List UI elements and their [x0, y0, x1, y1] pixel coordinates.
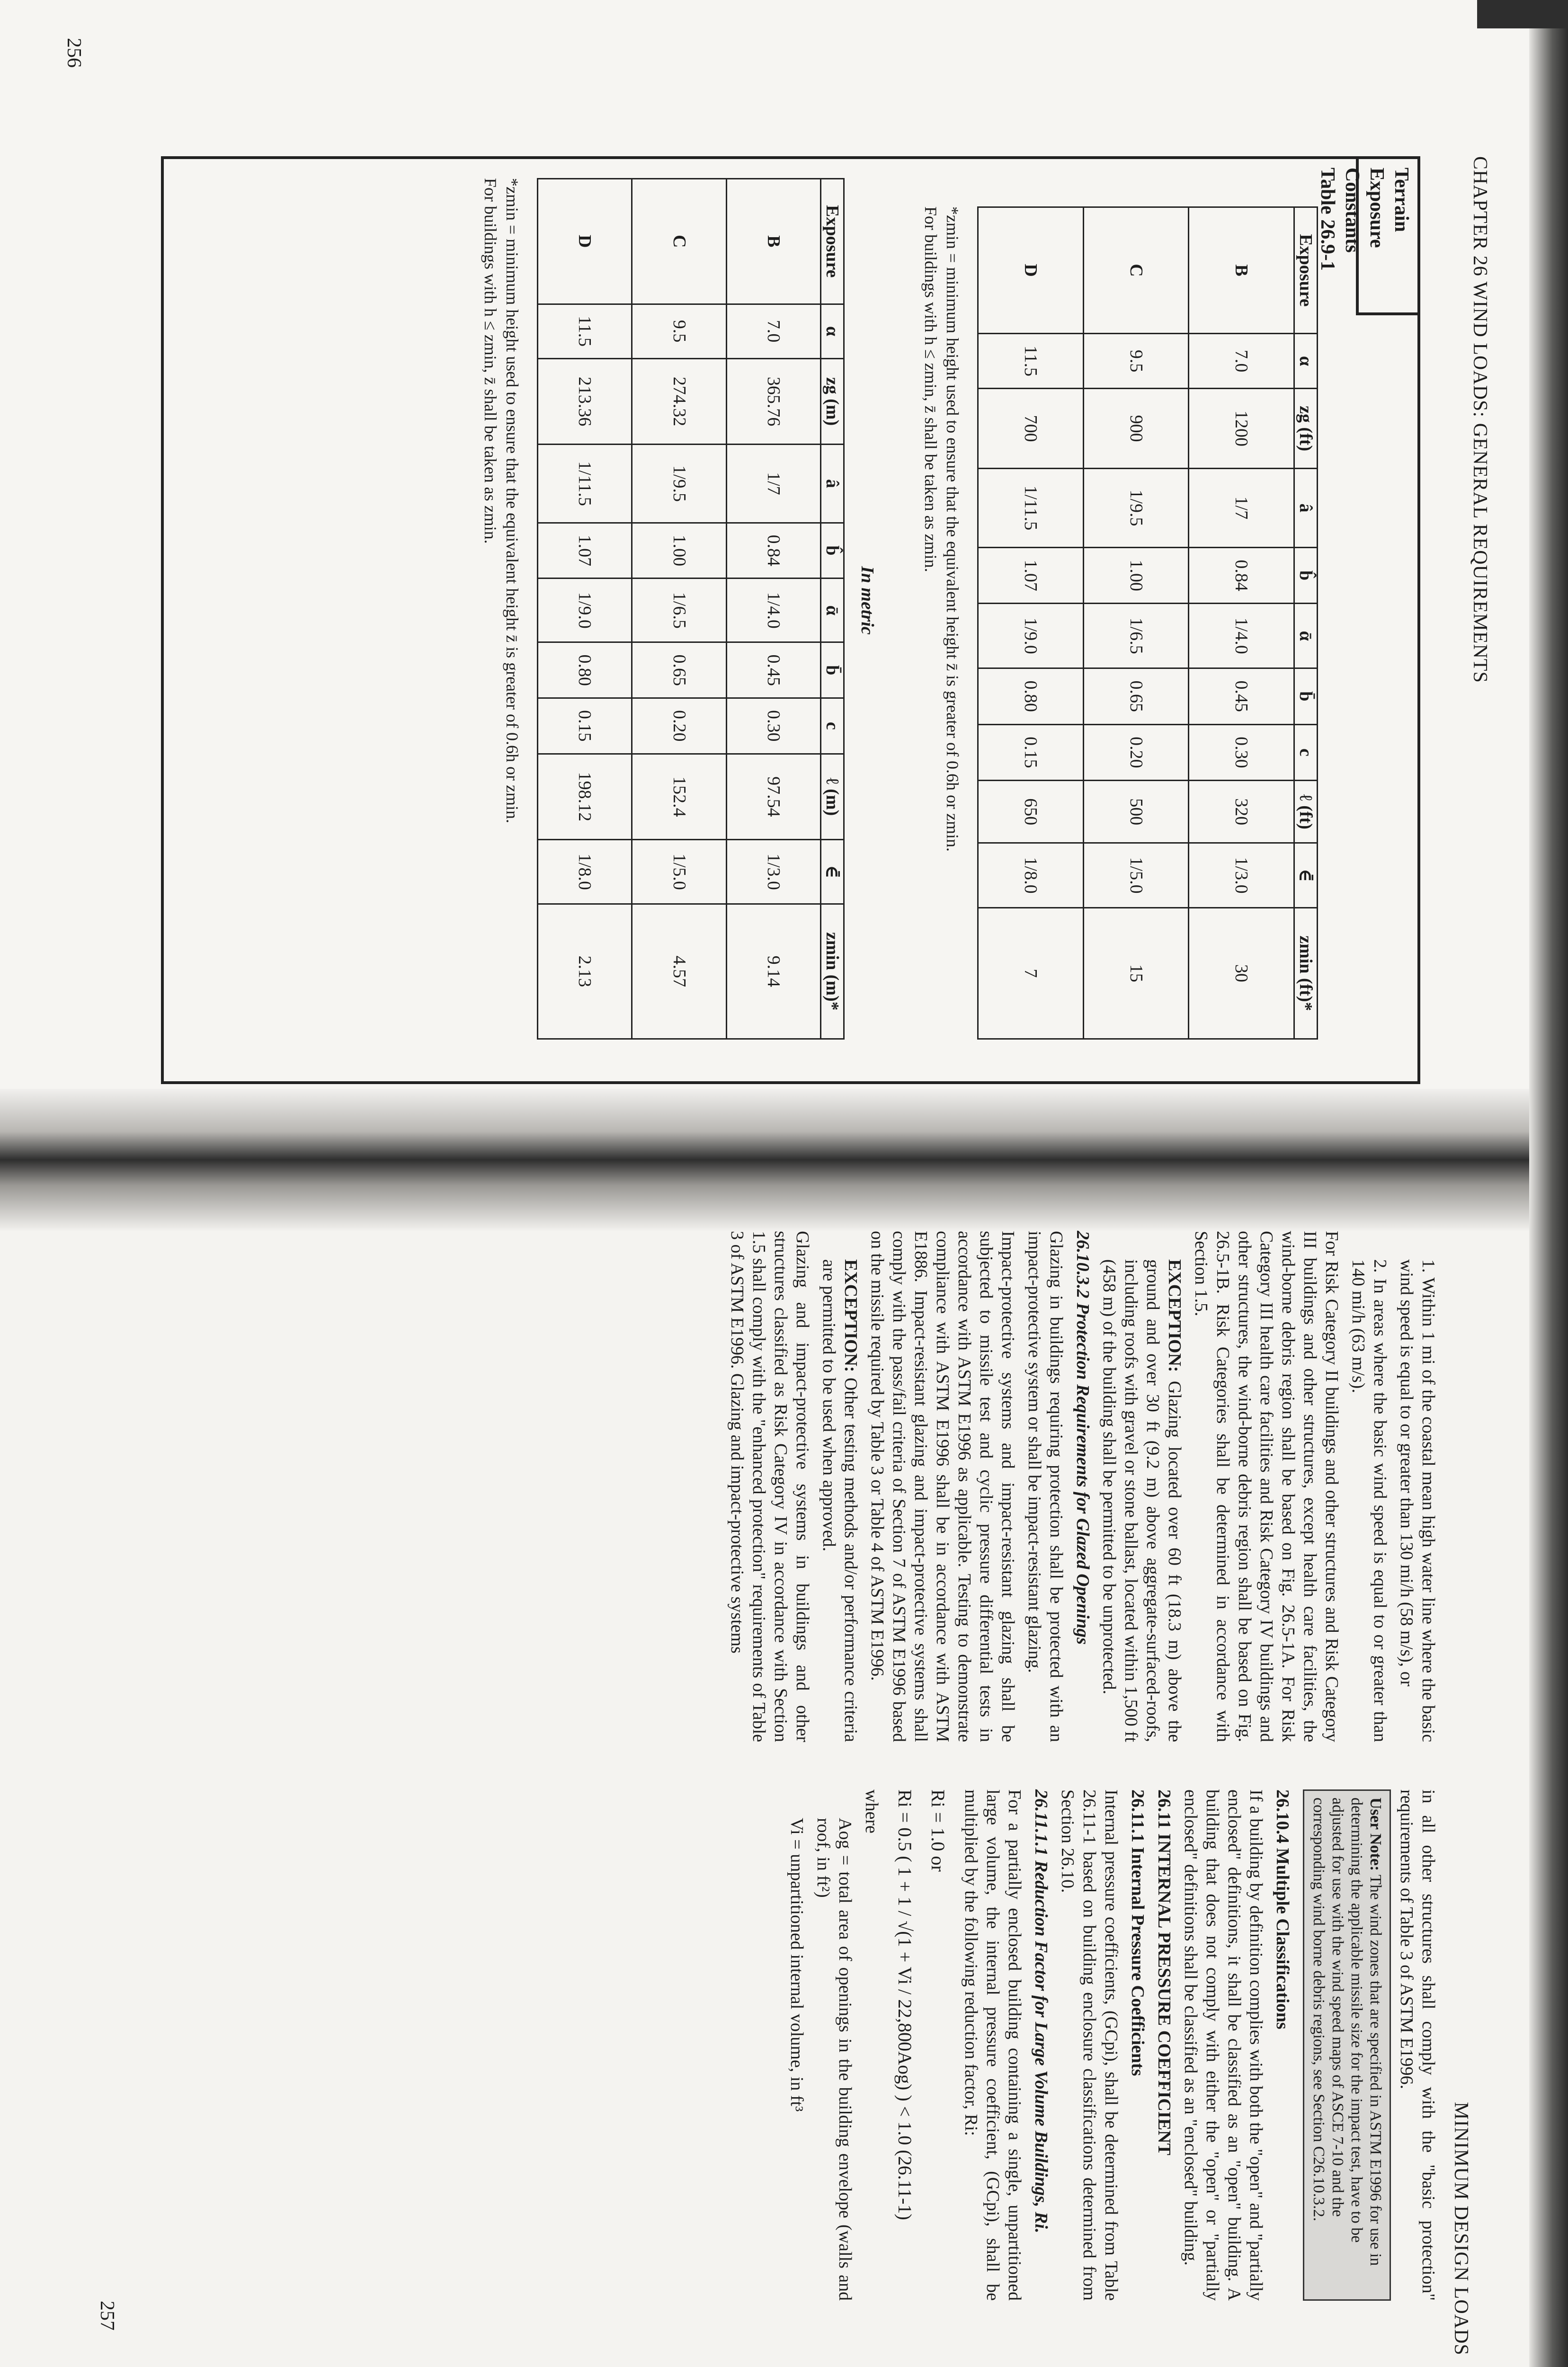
- user-note-text: The wind zones that are specified in ASTM E1996 for use in determining the applicable missile size for the impact test, have to be adjusted for use with the wind speed maps of ASCE 7-10 and the corresponding wind borne debris regions, see Section C26.10.3.2.: [1310, 1797, 1384, 2266]
- paragraph: in all other structures shall comply with the "basic protection" requirements of Table 3 of ASTM E1996.: [1397, 1789, 1438, 2301]
- column-header: c: [1294, 724, 1318, 781]
- table-cell: 198.12: [538, 754, 632, 840]
- table-cell: 1/7: [1189, 469, 1294, 548]
- table-cell: 0.45: [1189, 668, 1294, 725]
- table-cell: 213.36: [538, 358, 632, 445]
- page-257: [96, 1231, 1472, 2356]
- paragraph: Internal pressure coefficients, (GCpi), shall be determined from Table 26.11-1 based on building enclosure classifications determined from Section 26.10.: [1058, 1789, 1121, 2301]
- exception-text: Other testing methods and/or performance criteria are permitted to be used when approved.: [819, 1259, 861, 1742]
- table-cell: 1/9.5: [1083, 469, 1189, 548]
- table-caption: [1317, 159, 1417, 315]
- column-header: ∈̄: [1294, 843, 1318, 908]
- section-heading: 26.11.1 Internal Pressure Coefficients: [1128, 1789, 1148, 2076]
- table-cell: 1/8.0: [538, 840, 632, 904]
- table-cell: 0.80: [978, 668, 1084, 725]
- terrain-table-imperial: [977, 206, 1318, 1040]
- equation-1: Ri = 1.0 or: [927, 1789, 949, 1872]
- column-header: â: [1294, 469, 1318, 548]
- table-cell: 9.5: [1083, 334, 1189, 389]
- table-cell: 0.15: [538, 698, 632, 754]
- table-header-row: [821, 179, 844, 1039]
- user-note-label: User Note:: [1367, 1797, 1384, 1871]
- exception: [1098, 1231, 1185, 1742]
- column-header: b̂: [1294, 547, 1318, 604]
- row-label: B: [726, 179, 820, 304]
- table-cell: 97.54: [726, 754, 820, 840]
- exception-label: EXCEPTION:: [841, 1259, 861, 1372]
- list-item: 2. In areas where the basic wind speed is equal to or greater than 140 mi/h (63 m/s).: [1348, 1259, 1390, 1742]
- column-header: zg (ft): [1294, 389, 1318, 469]
- table-cell: 1/8.0: [978, 843, 1084, 908]
- row-label: B: [1189, 207, 1294, 334]
- table-row: [726, 179, 820, 1039]
- paragraph: Impact-protective systems and impact-resistant glazing shall be subjected to missile test and cyclic pressure differential tests in accordance with ASTM E1996 as applicable. Testing to demonstrate compliance with ASTM E1996 shall be in accordance with ASTM E1886. Impact-resistant glazing and impact-protective systems shall comply with the pass/fail criteria of Section 7 of ASTM E1996 based on the missile required by Table 3 or Table 4 of ASTM E1996.: [867, 1231, 1018, 1742]
- table-cell: 9.14: [726, 904, 820, 1039]
- table-cell: 0.65: [1083, 668, 1189, 725]
- user-note-box: [1303, 1789, 1391, 2301]
- column-header: ∈̄: [821, 840, 844, 904]
- table-cell: 1/6.5: [1083, 604, 1189, 668]
- column-header: c: [821, 698, 844, 754]
- section-heading: 26.10.4 Multiple Classifications: [1273, 1789, 1292, 2029]
- table-cell: 2.13: [538, 904, 632, 1039]
- table-cell: 7.0: [1189, 334, 1294, 389]
- table-cell: 1/9.0: [978, 604, 1084, 668]
- table-cell: 0.30: [1189, 724, 1294, 781]
- column-header: zmin (m)*: [821, 904, 844, 1039]
- table-cell: 7: [978, 908, 1084, 1039]
- table-cell: 1/3.0: [1189, 843, 1294, 908]
- section-heading: 26.11.1.1 Reduction Factor for Large Volume Buildings, Ri.: [1031, 1789, 1051, 2234]
- table-cell: 700: [978, 389, 1084, 469]
- table-cell: 0.80: [538, 642, 632, 698]
- table-row: [978, 207, 1084, 1039]
- table-cell: 0.20: [632, 698, 726, 754]
- column-2: [781, 1789, 1439, 2301]
- definition: Vi = unpartitioned internal volume, in ft³: [787, 1818, 807, 2112]
- column-header: Exposure: [1294, 207, 1318, 334]
- footnote-1-line2: For buildings with h ≤ zmin, z̄ shall be taken as zmin.: [921, 206, 940, 572]
- paragraph: For Risk Category II buildings and other structures and Risk Category III buildings and other structures, except health care facilities, the wind-borne debris region shall be based on Fig. 26.5-1A. For Risk Category III health care facilities and Risk Category IV buildings and other structures, the wind-borne debris region shall be based on Fig. 26.5-1B. Risk Categories shall be determined in accordance with Section 1.5.: [1191, 1231, 1342, 1742]
- footnote-1-line1: *zmin = minimum height used to ensure that the equivalent height z̄ is greater of 0.6h or zmin.: [943, 206, 962, 852]
- table-title: Terrain Exposure Constants: [1341, 168, 1412, 253]
- footnote-2-line1: *zmin = minimum height used to ensure that the equivalent height z̄ is greater of 0.6h or zmin.: [503, 178, 522, 823]
- section-heading: 26.10.3.2 Protection Requirements for Glazed Openings: [1073, 1231, 1093, 1645]
- table-cell: 1/3.0: [726, 840, 820, 904]
- where-label: where: [862, 1789, 882, 1833]
- column-header: ℓ (ft): [1294, 781, 1318, 843]
- table-cell: 274.32: [632, 358, 726, 445]
- column-header: zg (m): [821, 358, 844, 445]
- table-cell: 15: [1083, 908, 1189, 1039]
- table-cell: 1/5.0: [632, 840, 726, 904]
- equation-2: Ri = 0.5 ( 1 + 1 / √(1 + Vi / 22,800Aog) ) < 1.0 (26.11-1): [894, 1789, 916, 2220]
- page-256: [63, 38, 1491, 1103]
- table-cell: 30: [1189, 908, 1294, 1039]
- table-cell: 11.5: [538, 304, 632, 358]
- paragraph: For a partially enclosed building containing a single, unpartitioned large volume, the internal pressure coefficient, (GCpi), shall be multiplied by the following reduction factor, Ri:: [961, 1789, 1025, 2301]
- table-cell: 1.07: [978, 547, 1084, 604]
- table-number: Table 26.9-1: [1317, 168, 1338, 271]
- table-header-row: [1294, 207, 1318, 1039]
- exception: [818, 1231, 862, 1742]
- table-cell: 1200: [1189, 389, 1294, 469]
- table-cell: 1/11.5: [538, 445, 632, 523]
- table-row: [632, 179, 726, 1039]
- table-cell: 0.20: [1083, 724, 1189, 781]
- column-header: b̄: [1294, 668, 1318, 725]
- row-label: D: [978, 207, 1084, 334]
- table-cell: 365.76: [726, 358, 820, 445]
- table-cell: 900: [1083, 389, 1189, 469]
- paragraph: Glazing and impact-protective systems in buildings and other structures classified as Risk Category IV in accordance with Section 1.5 shall comply with the "enhanced protection" requirements of Table 3 of ASTM E1996. Glazing and impact-protective systems: [727, 1231, 812, 1742]
- table-cell: 1/9.5: [632, 445, 726, 523]
- page-header: CHAPTER 26 WIND LOADS: GENERAL REQUIREMENTS: [1469, 156, 1491, 683]
- column-header: â: [821, 445, 844, 523]
- table-cell: 152.4: [632, 754, 726, 840]
- page-edge: [1529, 0, 1568, 2367]
- page-number: 257: [96, 2301, 118, 2331]
- column-header: ℓ (m): [821, 754, 844, 840]
- book-gutter: [0, 1089, 1568, 1231]
- table-cell: 7.0: [726, 304, 820, 358]
- column-header: α: [821, 304, 844, 358]
- list-item: 1. Within 1 mi of the coastal mean high water line where the basic wind speed is equal to or greater than 130 mi/h (58 m/s), or: [1397, 1259, 1438, 1742]
- definition: Aog = total area of openings in the building envelope (walls and roof, in ft²): [813, 1818, 855, 2301]
- table-cell: 1/6.5: [632, 578, 726, 642]
- terrain-table-metric: [537, 178, 845, 1040]
- table-cell: 0.84: [1189, 547, 1294, 604]
- paragraph: Glazing in buildings requiring protection shall be protected with an impact-protective system or shall be impact-resistant glazing.: [1025, 1231, 1066, 1742]
- exception-text: Glazing located over 60 ft (18.3 m) above the ground and over 30 ft (9.2 m) above aggregate-surfaced-roofs, including roofs with gravel or stone ballast, located within 1,500 ft (458 m) of the building shall be permitted to be unprotected.: [1099, 1259, 1185, 1743]
- page-header: MINIMUM DESIGN LOADS: [1450, 2102, 1472, 2356]
- table-cell: 1/4.0: [726, 578, 820, 642]
- table-cell: 320: [1189, 781, 1294, 843]
- table-row: [1189, 207, 1294, 1039]
- table-cell: 1.00: [632, 523, 726, 578]
- table-cell: 9.5: [632, 304, 726, 358]
- exception-label: EXCEPTION:: [1165, 1259, 1185, 1372]
- table-row: [1083, 207, 1189, 1039]
- table-cell: 0.45: [726, 642, 820, 698]
- column-header: b̄: [821, 642, 844, 698]
- table-cell: 1/11.5: [978, 469, 1084, 548]
- table-cell: 11.5: [978, 334, 1084, 389]
- table-cell: 1/9.0: [538, 578, 632, 642]
- table-cell: 0.30: [726, 698, 820, 754]
- table-cell: 1.07: [538, 523, 632, 578]
- column-header: b̂: [821, 523, 844, 578]
- table-cell: 0.15: [978, 724, 1084, 781]
- table-cell: 0.84: [726, 523, 820, 578]
- table-frame: [161, 156, 1420, 1084]
- row-label: C: [632, 179, 726, 304]
- paragraph: If a building by definition complies with both the "open" and "partially enclosed" definitions, it shall be classified as an "open" building. A building that does not comply with either the "open" or "partially enclosed" definitions shall be classified as an "enclosed" building.: [1181, 1789, 1266, 2301]
- column-header: ᾱ: [1294, 604, 1318, 668]
- table-cell: 0.65: [632, 642, 726, 698]
- footnote-2-line2: For buildings with h ≤ zmin, z̄ shall be taken as zmin.: [481, 178, 500, 544]
- table-cell: 500: [1083, 781, 1189, 843]
- page-number: 256: [63, 38, 85, 68]
- column-1: [722, 1231, 1439, 1742]
- table-cell: 1/4.0: [1189, 604, 1294, 668]
- row-label: C: [1083, 207, 1189, 334]
- scanner-corner: [1477, 0, 1568, 28]
- metric-caption: In metric: [857, 566, 877, 635]
- column-header: zmin (ft)*: [1294, 908, 1318, 1039]
- column-header: Exposure: [821, 179, 844, 304]
- table-cell: 4.57: [632, 904, 726, 1039]
- row-label: D: [538, 179, 632, 304]
- table-cell: 1/7: [726, 445, 820, 523]
- column-header: α: [1294, 334, 1318, 389]
- table-cell: 1.00: [1083, 547, 1189, 604]
- column-header: ᾱ: [821, 578, 844, 642]
- table-cell: 650: [978, 781, 1084, 843]
- table-row: [538, 179, 632, 1039]
- section-heading: 26.11 INTERNAL PRESSURE COEFFICIENT: [1154, 1789, 1174, 2155]
- table-cell: 1/5.0: [1083, 843, 1189, 908]
